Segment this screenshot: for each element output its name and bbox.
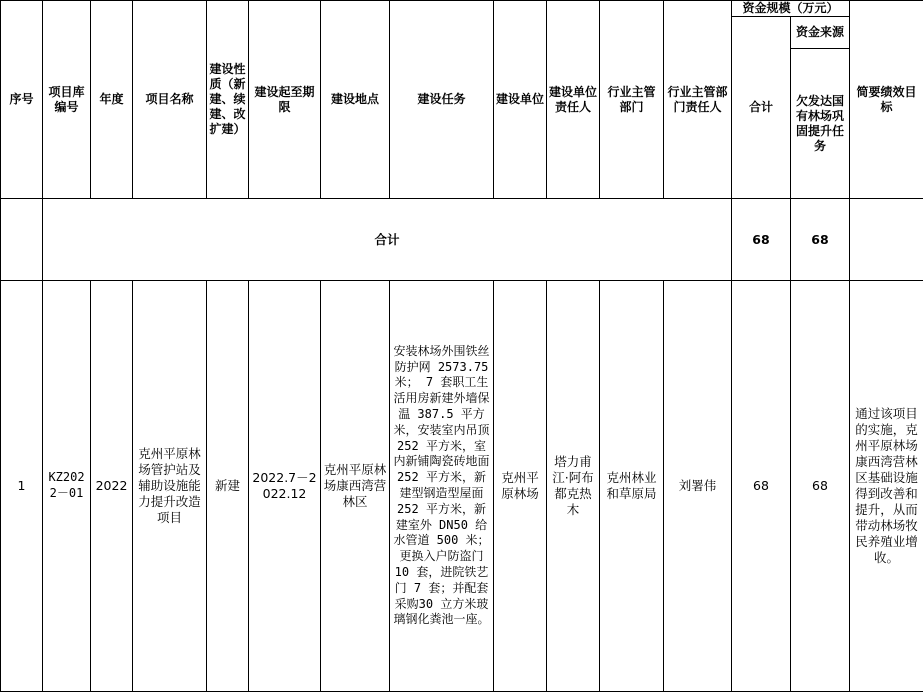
- header-nature: 建设性质（新建、续建、改扩建）: [207, 1, 249, 199]
- row-dept: 克州林业和草原局: [600, 281, 664, 692]
- header-name: 项目名称: [133, 1, 207, 199]
- header-seq: 序号: [1, 1, 43, 199]
- row-location: 克州平原林场康西湾营林区: [321, 281, 390, 692]
- row-performance: 通过该项目的实施，克州平原林场康西湾营林区基础设施得到改善和提升，从而带动林场牧民养殖业增收。: [850, 281, 923, 692]
- header-source-item: 欠发达国有林场巩固提升任务: [791, 49, 850, 199]
- summary-source: 68: [791, 199, 850, 281]
- header-unit: 建设单位: [494, 1, 547, 199]
- header-dept: 行业主管部门: [600, 1, 664, 199]
- row-total: 68: [732, 281, 791, 692]
- header-period: 建设起至期限: [249, 1, 321, 199]
- summary-label: 合计: [43, 199, 732, 281]
- row-seq: 1: [1, 281, 43, 692]
- row-name: 克州平原林场管护站及辅助设施能力提升改造项目: [133, 281, 207, 692]
- row-unit-person: 塔力甫江·阿布都克热木: [547, 281, 600, 692]
- row-period: 2022.7－2022.12: [249, 281, 321, 692]
- row-source: 68: [791, 281, 850, 692]
- header-performance: 简要绩效目标: [850, 1, 923, 199]
- header-dept-person: 行业主管部门责任人: [664, 1, 732, 199]
- header-fund-scale: 资金规模（万元）: [732, 1, 850, 17]
- row-code: KZ2022－01: [43, 281, 91, 692]
- header-unit-person: 建设单位责任人: [547, 1, 600, 199]
- summary-total: 68: [732, 199, 791, 281]
- summary-blank-cell: [1, 199, 43, 281]
- header-fund-source: 资金来源: [791, 17, 850, 49]
- row-nature: 新建: [207, 281, 249, 692]
- header-total: 合计: [732, 17, 791, 199]
- summary-performance-blank: [850, 199, 923, 281]
- row-task: 安装林场外围铁丝防护网 2573.75 米； 7 套职工生活用房新建外墙保温 387.5 平方米，安装室内吊顶 252 平方米，室内新铺陶瓷砖地面 252 平方米，新建型钢造型屋面 252 平方米，新建室外 DN50 给水管道 500 米；更换入户防盗门 10 套，进院铁艺门 7 套；并配套采购30 立方米玻璃钢化粪池一座。: [390, 281, 494, 692]
- header-location: 建设地点: [321, 1, 390, 199]
- row-unit: 克州平原林场: [494, 281, 547, 692]
- header-code: 项目库编号: [43, 1, 91, 199]
- row-year: 2022: [91, 281, 133, 692]
- header-year: 年度: [91, 1, 133, 199]
- table-row: [1, 281, 923, 692]
- row-dept-person: 刘署伟: [664, 281, 732, 692]
- header-task: 建设任务: [390, 1, 494, 199]
